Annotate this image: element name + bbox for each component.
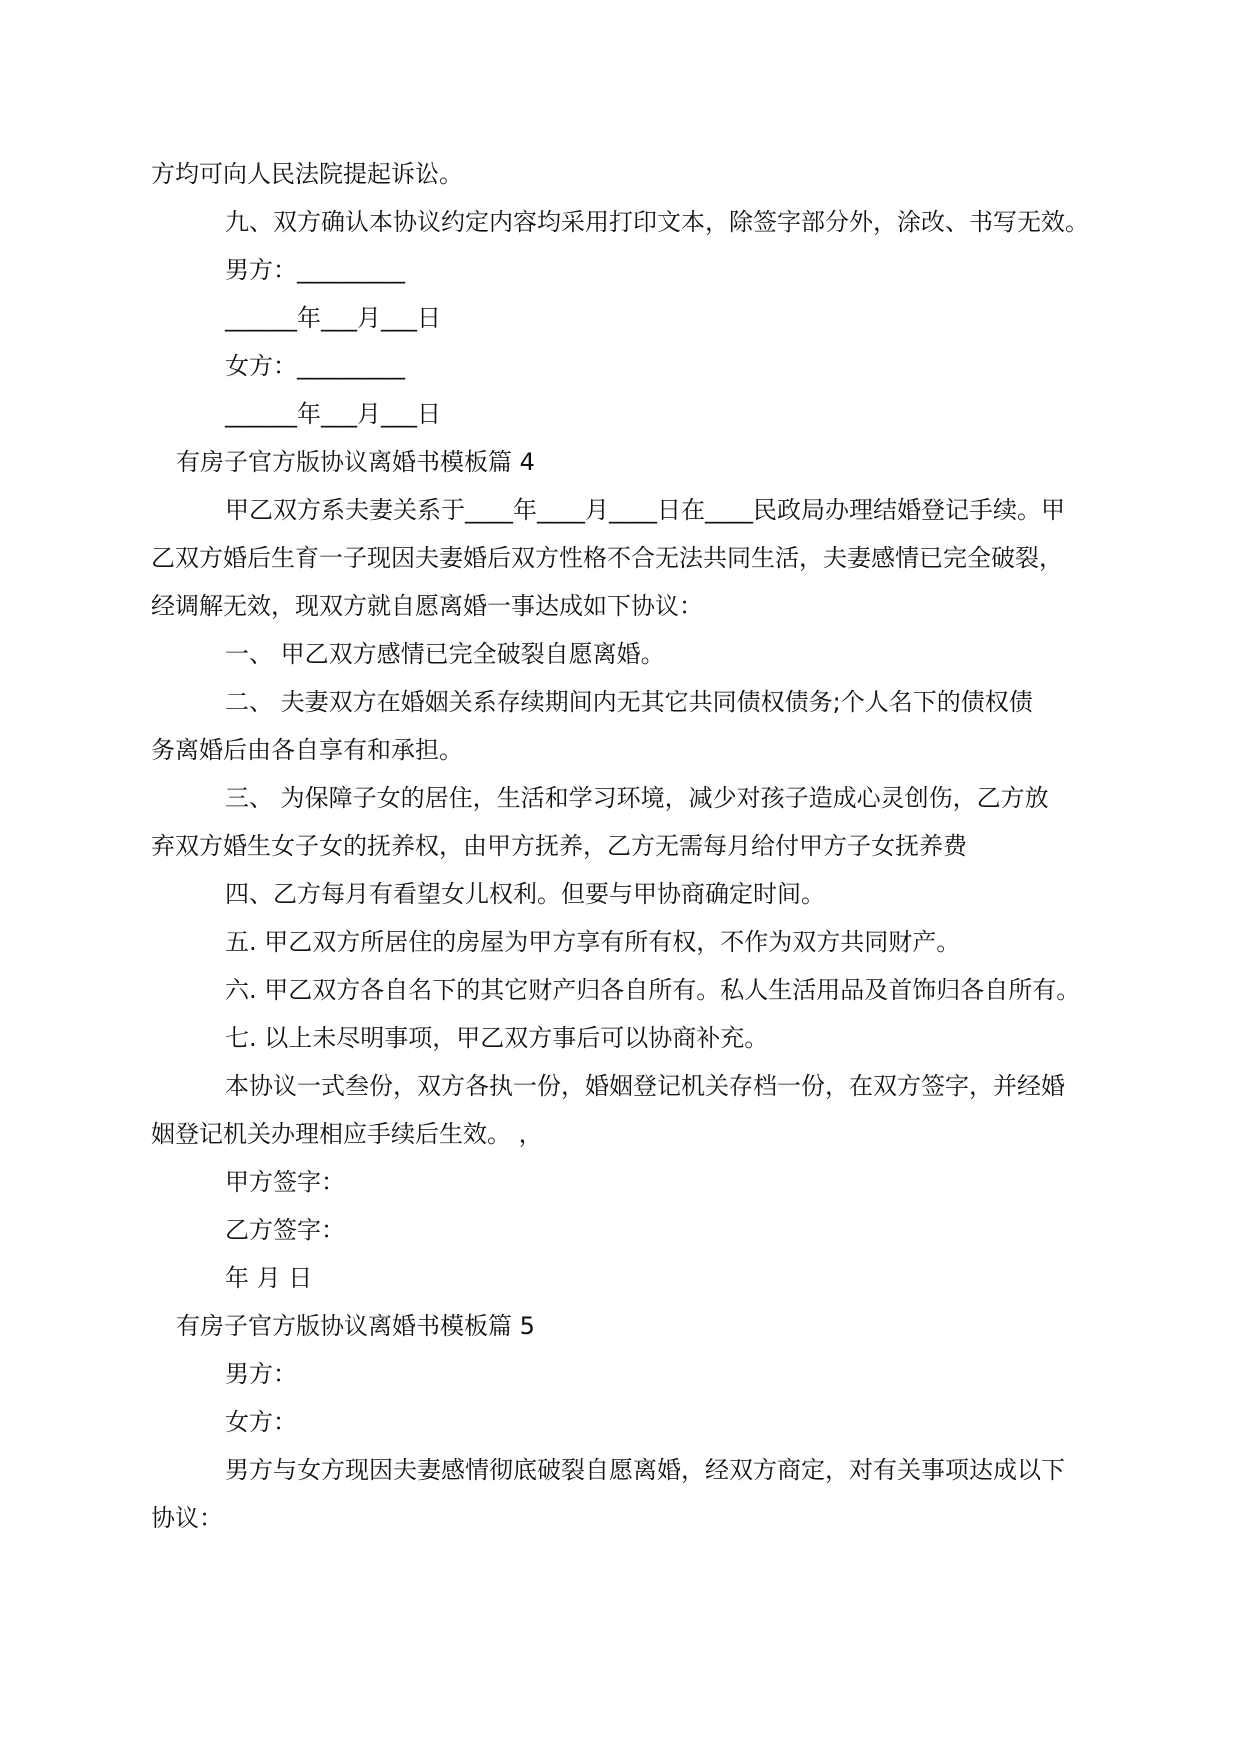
paragraph-line: 乙双方婚后生育一子现因夫妻婚后双方性格不合无法共同生活，夫妻感情已完全破裂， — [151, 544, 1063, 572]
paragraph-line: 男方与女方现因夫妻感情彻底破裂自愿离婚，经双方商定，对有关事项达成以下 — [225, 1456, 1065, 1484]
clause-line: 弃双方婚生女子女的抚养权，由甲方抚养，乙方无需每月给付甲方子女抚养费 — [151, 832, 967, 860]
clause-line: 六. 甲乙双方各自名下的其它财产归各自所有。私人生活用品及首饰归各自所有。 — [225, 976, 1081, 1004]
clause-line: 四、乙方每月有看望女儿权利。但要与甲协商确定时间。 — [225, 880, 825, 908]
date-line: 年 月 日 — [225, 1264, 313, 1292]
clause-line: 三、 为保障子女的居住，生活和学习环境，减少对孩子造成心灵创伤，乙方放 — [225, 784, 1049, 812]
paragraph-line: 经调解无效，现双方就自愿离婚一事达成如下协议： — [151, 592, 703, 620]
clause-line: 一、 甲乙双方感情已完全破裂自愿离婚。 — [225, 640, 665, 668]
party-a-signature-label: 甲方签字： — [225, 1168, 345, 1196]
female-signature-line: 女方：_________ — [225, 352, 405, 380]
section-heading: 有房子官方版协议离婚书模板篇 5 — [176, 1312, 535, 1340]
male-signature-line: 男方：_________ — [225, 256, 405, 284]
paragraph-line: 协议： — [151, 1504, 223, 1532]
party-b-signature-label: 乙方签字： — [225, 1216, 345, 1244]
date-line: ______年___月___日 — [225, 400, 441, 428]
paragraph-line: 甲乙双方系夫妻关系于____年____月____日在____民政局办理结婚登记手续。甲 — [225, 496, 1065, 524]
clause-line: 务离婚后由各自享有和承担。 — [151, 736, 463, 764]
female-label: 女方： — [225, 1408, 297, 1436]
paragraph-line: 姻登记机关办理相应手续后生效。 ， — [151, 1120, 543, 1148]
clause-line: 二、 夫妻双方在婚姻关系存续期间内无其它共同债权债务;个人名下的债权债 — [225, 688, 1033, 716]
paragraph-line: 本协议一式叁份，双方各执一份，婚姻登记机关存档一份，在双方签字，并经婚 — [225, 1072, 1065, 1100]
document-body — [151, 150, 1111, 1542]
section-heading: 有房子官方版协议离婚书模板篇 4 — [176, 448, 535, 476]
clause-line: 七. 以上未尽明事项，甲乙双方事后可以协商补充。 — [225, 1024, 769, 1052]
paragraph-line: 九、双方确认本协议约定内容均采用打印文本，除签字部分外，涂改、书写无效。 — [225, 208, 1089, 236]
date-line: ______年___月___日 — [225, 304, 441, 332]
paragraph-line: 方均可向人民法院提起诉讼。 — [151, 160, 463, 188]
clause-line: 五. 甲乙双方所居住的房屋为甲方享有所有权，不作为双方共同财产。 — [225, 928, 961, 956]
male-label: 男方： — [225, 1360, 297, 1388]
